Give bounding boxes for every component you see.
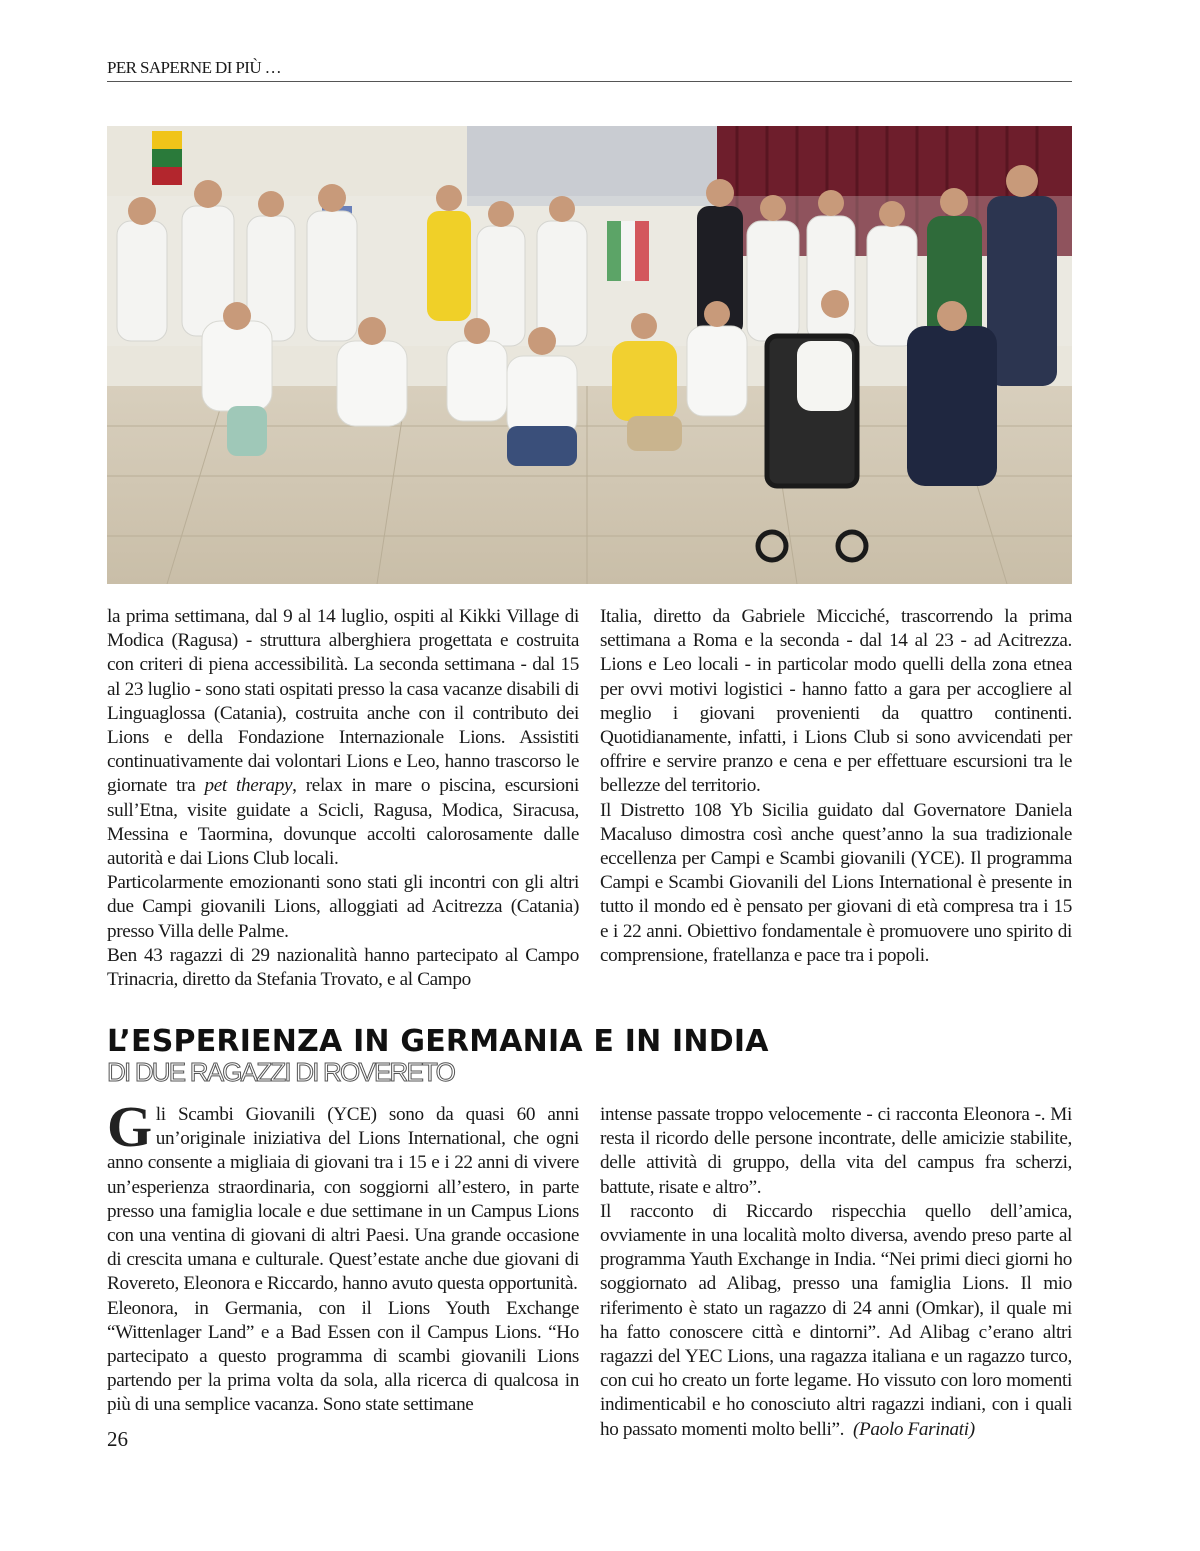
article2-left-column: [107, 1094, 579, 1418]
article1-left-p1-end: , relax in mare o piscina, escursioni sull’Etna, visite guidate a Scicli, Ragusa, Modica, Siracusa, Messina e Taormina, dovunque accolti calorosamente dalle autorità e dai Lions Club locali.: [107, 775, 579, 870]
article2-right-p1: intense passate troppo velocemente - ci racconta Eleonora -. Mi resta il ricordo delle persone incontrate, delle amicizie stabilite, delle attività di gruppo, della vita del campus fra scherzi, battute, risate e altro”.: [600, 1104, 1072, 1198]
article-author: (Paolo Farinati): [852, 1418, 975, 1440]
article1-left-italic: pet therapy: [204, 775, 293, 797]
article2-right-column: [600, 1103, 1072, 1442]
article2-right-p2: Il racconto di Riccardo rispecchia quello dell’amica, ovviamente in una località molto diversa, avendo preso parte al programma Yauth Exchange in India. “Nei primi dieci giorni ho soggiornato ad Alibag, presso una famiglia Lions. Il mio riferimento è stato un ragazzo di 24 anni (Omkar), il quale mi ha fatto conoscere città e dintorni”. Ad Alibag c’erano altri ragazzi del YEC Lions, una ragazza italiana e un ragazzo turco, con cui ho creato un forte legame. Ho vissuto con loro momenti indimenticabil e ho conosciuto altri ragazzi indiani, con i quali ho passato momenti molto belli”.: [600, 1200, 1072, 1440]
page-number: 26: [107, 1427, 128, 1451]
article1-left-column: [107, 605, 579, 992]
article2-left-p1: li Scambi Giovanili (YCE) sono da quasi 60 anni un’originale iniziativa del Lions International, che ogni anno consente a migliaia di giovani tra i 15 e i 22 anni di vivere un’esperienza straordinaria, con soggiorni all’estero, in parte presso una famiglia locale e due settimane in un Campus Lions con una ventina di giovani di altri Paesi. Una grande occasione di crescita umana e culturale. Quest’estate anche due giovani di Rovereto, Eleonora e Riccardo, hanno avuto questa opportunità.: [107, 1104, 579, 1295]
article1-left-p2: Particolarmente emozionanti sono stati gli incontri con gli altri due Campi giovanili Lions, alloggiati ad Acitrezza (Catania) presso Villa delle Palme.: [107, 872, 579, 942]
article1-left-p3: Ben 43 ragazzi di 29 nazionalità hanno partecipato al Campo Trinacria, diretto da Stefania Trovato, e al Campo: [107, 944, 579, 991]
section-header: PER SAPERNE DI PIÙ …: [107, 58, 1072, 82]
dropcap: G: [107, 1094, 152, 1159]
article1-right-column: [600, 605, 1072, 968]
group-photo: [107, 126, 1072, 584]
article1-right-p2: Il Distretto 108 Yb Sicilia guidato dal Governatore Daniela Macaluso dimostra così anche quest’anno la sua tradizionale eccellenza per Campi e Scambi giovanili (YCE). Il programma Campi e Scambi Giovanili del Lions International è presente in tutto il mondo ed è pensato per giovani di età compresa tra i 15 e i 22 anni. Obiettivo fondamentale è promuovere uno spirito di comprensione, fratellanza e pace tra i popoli.: [600, 799, 1072, 966]
article2-subtitle: DI DUE RAGAZZI DI ROVERETO: [107, 1057, 455, 1087]
article2-title: L’ESPERIENZA IN GERMANIA E IN INDIA: [107, 1024, 769, 1059]
article1-right-p1: Italia, diretto da Gabriele Micciché, trascorrendo la prima settimana a Roma e la seconda - dal 14 al 23 - ad Acitrezza. Lions e Leo locali - in particolar modo quelli della zona etnea per ovvi motivi logistici - hanno fatto a gara per accogliere al meglio i giovani provenienti da quattro continenti. Quotidianamente, infatti, i Lions Club si sono avvicendati per offrire e servire pranzo e cena e per effettuare escursioni tra le bellezze del territorio.: [600, 606, 1072, 797]
group-photo-illustration: [107, 126, 1072, 584]
article1-left-p1: la prima settimana, dal 9 al 14 luglio, ospiti al Kikki Village di Modica (Ragusa) - struttura alberghiera progettata e costruita con criteri di piena accessibilità. La seconda settimana - dal 15 al 23 luglio - sono stati ospitati presso la casa vacanze disabili di Linguaglossa (Catania), costruita anche con il contributo dei Lions e della Fondazione Internazionale Lions. Assistiti continuativamente dai volontari Lions e Leo, hanno trascorso le giornate tra: [107, 606, 579, 797]
article2-left-p2: Eleonora, in Germania, con il Lions Youth Exchange “Wittenlager Land” e a Bad Essen con il Campus Lions. “Ho partecipato a questo programma di scambi giovanili Lions partendo per la prima volta da sola, alla ricerca di qualcosa in più di una semplice vacanza. Sono state settimane: [107, 1297, 579, 1416]
